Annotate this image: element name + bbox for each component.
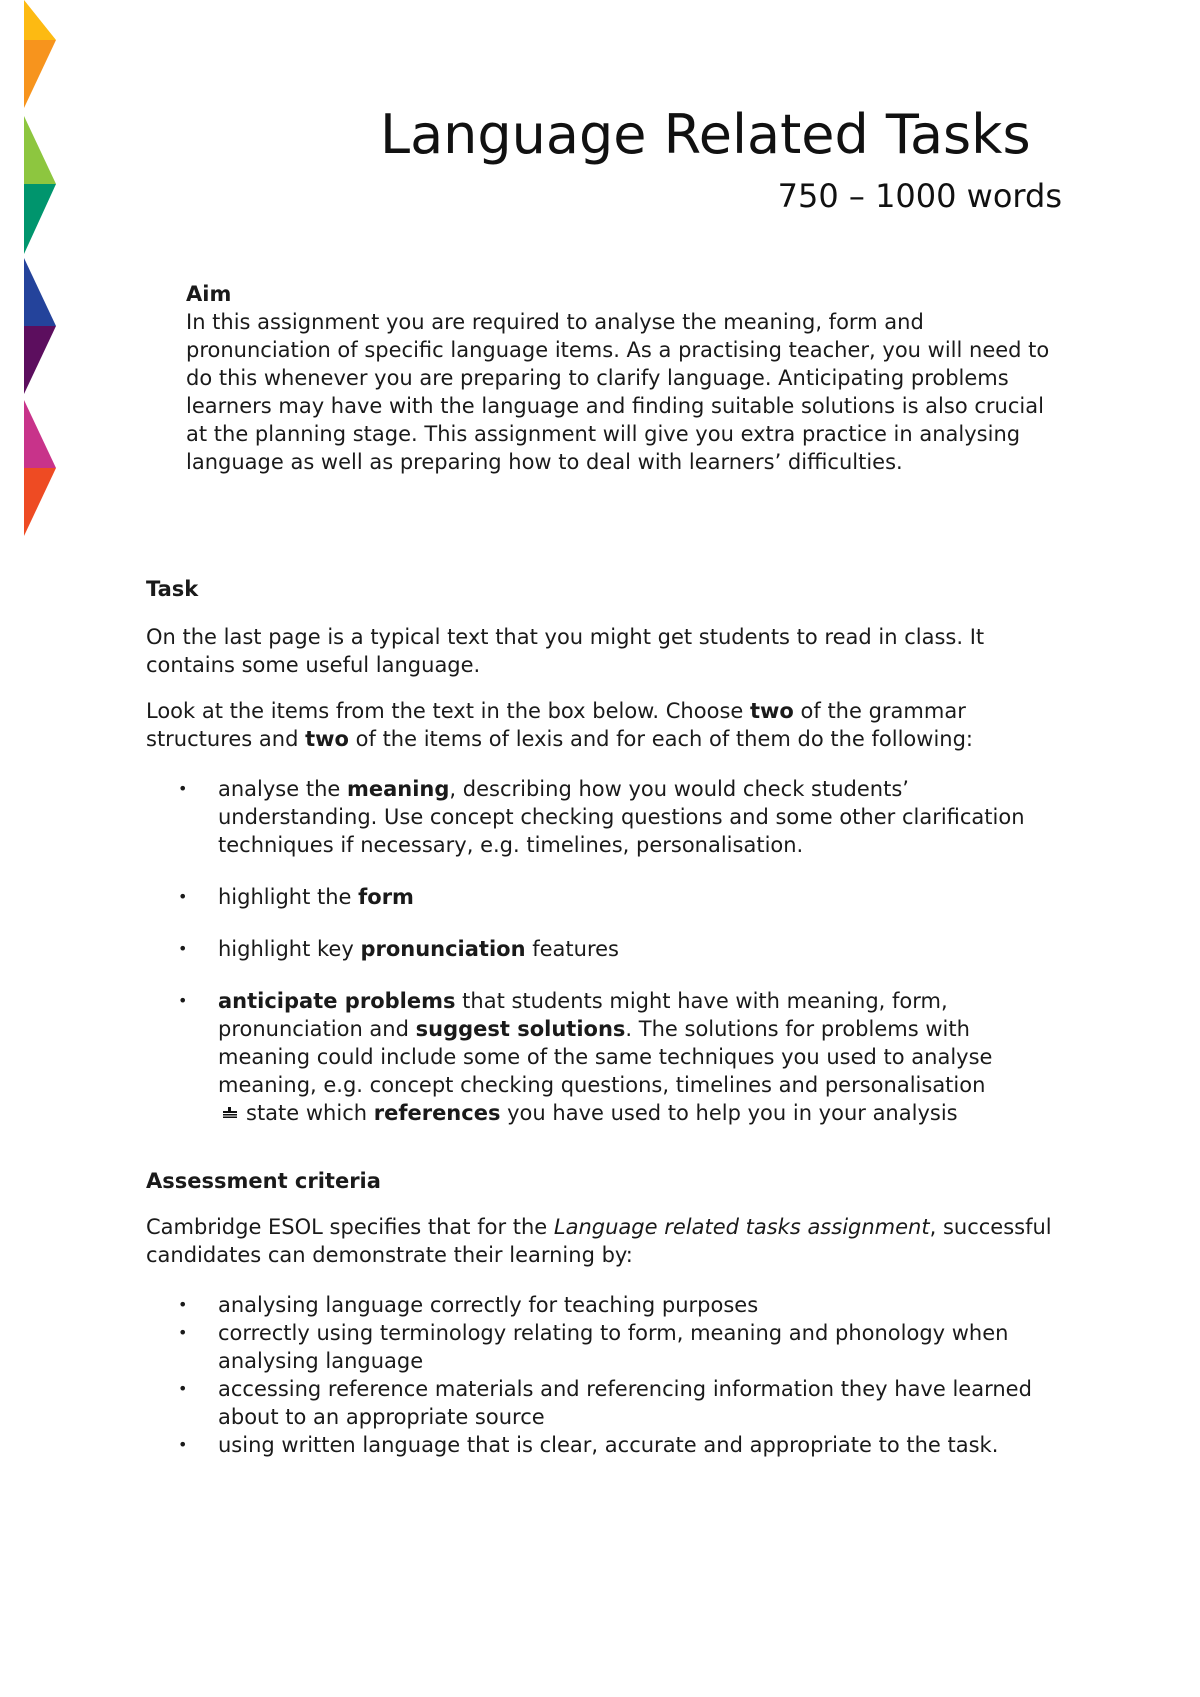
references-line: state which references you have used to help you in your analysis [218, 1099, 1066, 1127]
assessment-intro: Cambridge ESOL specifies that for the Language related tasks assignment, successful candidates can demonstrate their learning by: [146, 1215, 1052, 1267]
task-heading: Task [146, 577, 199, 601]
bullet-meaning: • analyse the meaning, describing how you would check students’ understanding. Use concept checking questions and some other clarification techniques if necessary, e.g. timelines, personalisation. [178, 777, 1025, 857]
stripe-triangle-yellow [24, 0, 56, 40]
aim-heading: Aim [186, 282, 232, 306]
stripe-triangle-orange [24, 40, 56, 108]
criteria-item: • using written language that is clear, accurate and appropriate to the task. [178, 1433, 999, 1457]
bullet-form: • highlight the form [178, 885, 414, 909]
criteria-item: • correctly using terminology relating to form, meaning and phonology when analysing language [178, 1321, 1009, 1373]
pointing-hand-icon [222, 1105, 238, 1119]
stripe-triangle-magenta [24, 400, 56, 468]
stripe-triangle-red [24, 468, 56, 536]
bullet-dot: • [178, 887, 188, 906]
assessment-criteria-list [146, 1291, 1066, 1459]
aim-text: In this assignment you are required to analyse the meaning, form and pronunciation of specific language items. As a practising teacher, you will need to do this whenever you are preparing to clarify language. Anticipating problems learners may have with the language and finding suitable solutions is also crucial at the planning stage. This assignment will give you extra practice in analysing language as well as preparing how to deal with learners’ difficulties. [186, 310, 1050, 474]
criteria-item: • accessing reference materials and referencing information they have learned about to an appropriate source [178, 1377, 1032, 1429]
bullet-dot: • [178, 1379, 188, 1398]
word-count: 750 – 1000 words [777, 177, 1062, 215]
assessment-heading: Assessment criteria [146, 1169, 381, 1193]
criteria-item: • analysing language correctly for teaching purposes [178, 1293, 759, 1317]
main-content [146, 575, 1066, 1459]
bullet-dot: • [178, 991, 188, 1010]
bullet-dot: • [178, 1295, 188, 1314]
bullet-dot: • [178, 1435, 188, 1454]
page-title: Language Related Tasks [380, 103, 1031, 166]
bullet-dot: • [178, 1323, 188, 1342]
decorative-color-stripe [0, 0, 60, 540]
stripe-triangle-blue [24, 258, 56, 326]
stripe-triangle-purple [24, 326, 56, 394]
task-intro-paragraph: On the last page is a typical text that you might get students to read in class. It contains some useful language. [146, 625, 985, 677]
bullet-pronunciation: • highlight key pronunciation features [178, 937, 619, 961]
aim-section [186, 280, 1066, 476]
task-instructions-paragraph: Look at the items from the text in the box below. Choose two of the grammar structures and two of the items of lexis and for each of them do the following: [146, 699, 973, 751]
task-bullet-list [146, 775, 1066, 1127]
bullet-dot: • [178, 939, 188, 958]
stripe-triangle-lightgreen [24, 116, 56, 184]
stripe-triangle-green [24, 184, 56, 254]
bullet-dot: • [178, 779, 188, 798]
bullet-problems: • anticipate problems that students might have with meaning, form, pronunciation and suggest solutions. The solutions for problems with meaning could include some of the same techniques you used to analyse meaning, e.g. concept checking questions, timelines and personalisation state which references you have used to help you in your analysis [146, 987, 1066, 1127]
